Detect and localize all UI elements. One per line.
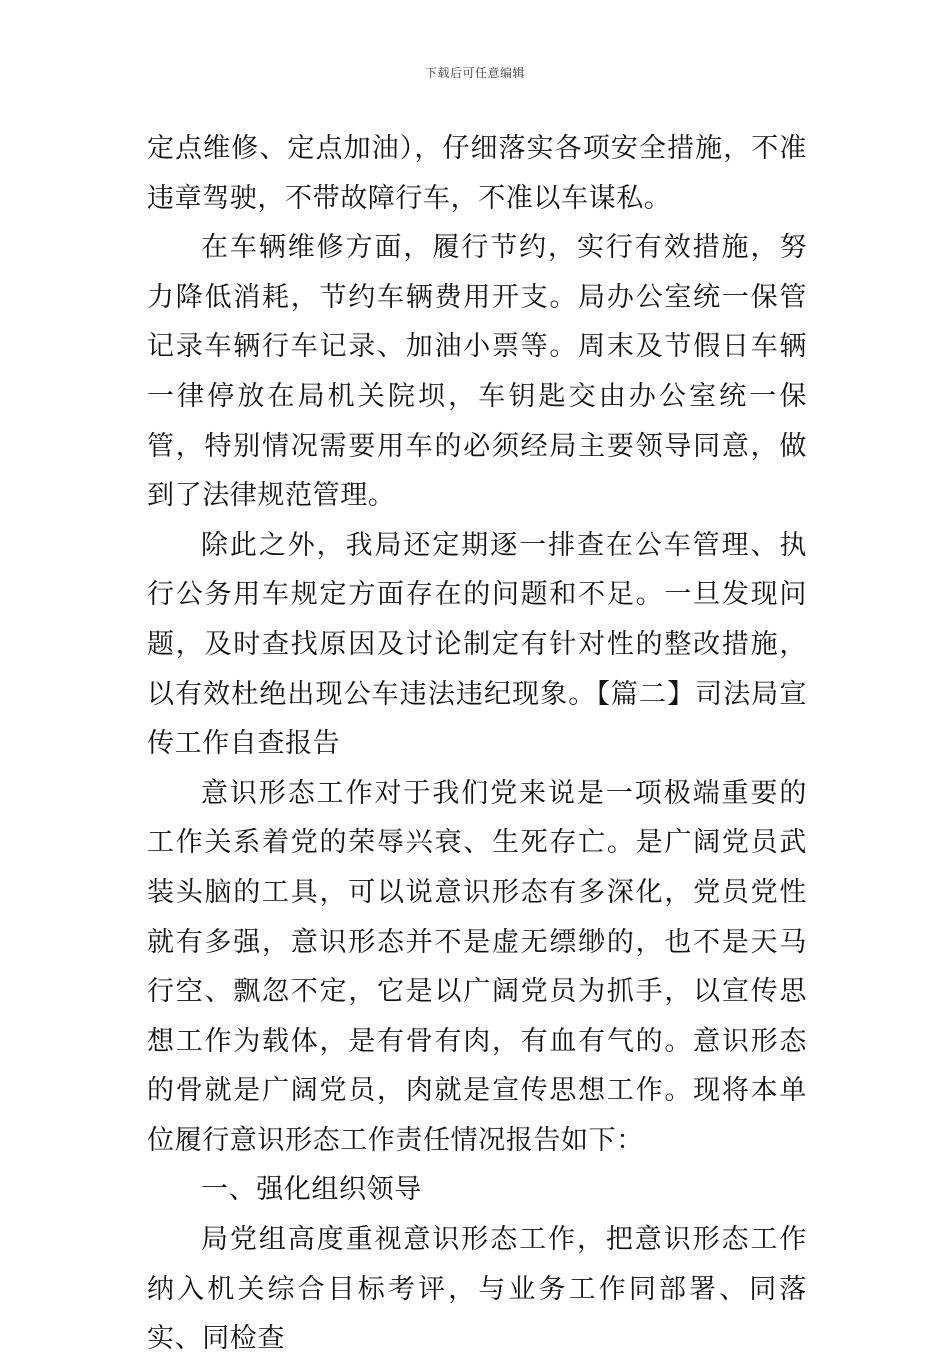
paragraph-party-group: 局党组高度重视意识形态工作，把意识形态工作纳入机关综合目标考评，与业务工作同部署、同落实、同检查	[147, 1224, 807, 1355]
page-header-note: 下载后可任意编辑	[424, 66, 525, 80]
paragraph-inspection: 除此之外，我局还定期逐一排查在公车管理、执行公务用车规定方面存在的问题和不足。一旦发现问题，及时查找原因及讨论制定有针对性的整改措施，以有效杜绝出现公车违法违纪现象。【篇二】司法局宣传工作自查报告	[147, 529, 807, 760]
section-heading-organization: 一、强化组织领导	[201, 1174, 422, 1206]
document-body	[147, 124, 807, 1364]
paragraph-vehicle-safety: 定点维修、定点加油），仔细落实各项安全措施，不准违章驾驶，不带故障行车，不准以车谋私。	[147, 133, 807, 214]
paragraph-vehicle-maintenance: 在车辆维修方面，履行节约，实行有效措施，努力降低消耗，节约车辆费用开支。局办公室统一保管记录车辆行车记录、加油小票等。周末及节假日车辆一律停放在局机关院坝，车钥匙交由办公室统一保管，特别情况需要用车的必须经局主要领导同意，做到了法律规范管理。	[147, 232, 807, 512]
paragraph-ideology-intro: 意识形态工作对于我们党来说是一项极端重要的工作关系着党的荣辱兴衰、生死存亡。是广阔党员武装头脑的工具，可以说意识形态有多深化，党员党性就有多强，意识形态并不是虚无缥缈的，也不是天马行空、飘忽不定，它是以广阔党员为抓手，以宣传思想工作为载体，是有骨有肉，有血有气的。意识形态的骨就是广阔党员，肉就是宣传思想工作。现将本单位履行意识形态工作责任情况报告如下：	[147, 777, 807, 1156]
